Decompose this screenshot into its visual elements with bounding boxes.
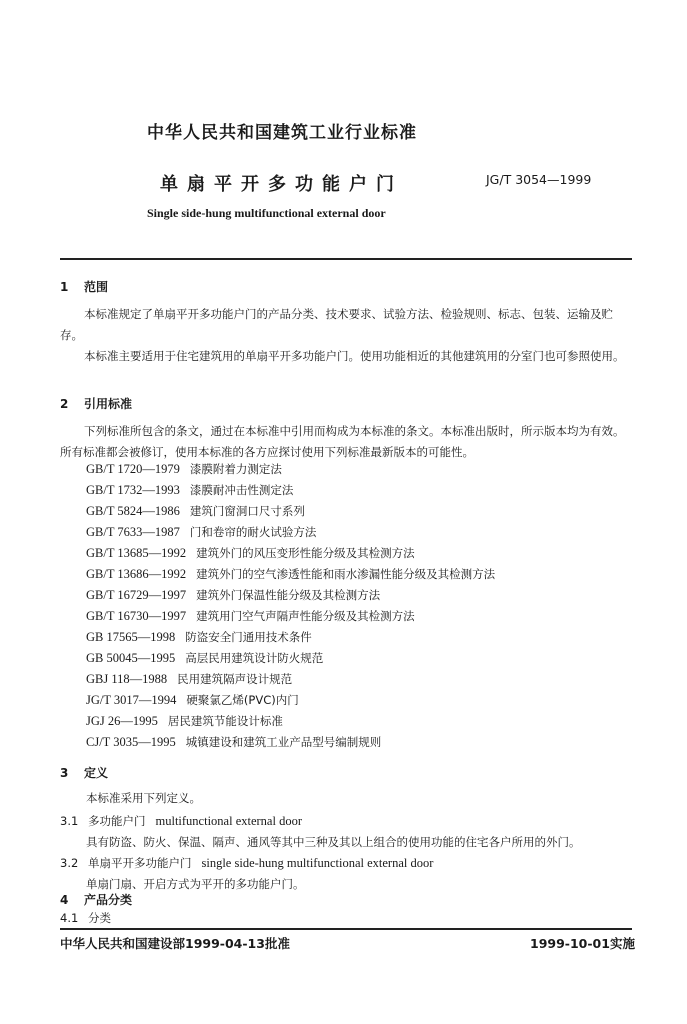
- footer-divider: [60, 928, 632, 930]
- reference-code: JG/T 3017—1994: [86, 693, 177, 707]
- definition-term-en: multifunctional external door: [155, 814, 302, 828]
- document-title: 单扇平开多功能户门: [160, 174, 403, 195]
- section-heading-references: [60, 395, 132, 412]
- standard-code: JG/T 3054—1999: [486, 172, 592, 187]
- reference-code: GBJ 118—1988: [86, 672, 168, 686]
- reference-item: [86, 587, 380, 603]
- section-number: 3: [60, 766, 69, 780]
- reference-title: 防盗安全门通用技术条件: [185, 630, 312, 644]
- reference-item: [86, 713, 283, 729]
- reference-item: [86, 482, 293, 498]
- section-number: 1: [60, 280, 69, 294]
- section-title: 产品分类: [84, 893, 133, 907]
- reference-item: [86, 545, 415, 561]
- section-title: 引用标准: [84, 397, 133, 411]
- reference-title: 居民建筑节能设计标准: [167, 714, 283, 728]
- section-title: 定义: [84, 766, 109, 780]
- reference-title: 漆膜耐冲击性测定法: [189, 483, 294, 497]
- subsection-number: 4.1: [60, 911, 79, 925]
- reference-code: GB/T 1732—1993: [86, 483, 180, 497]
- definitions-intro: 本标准采用下列定义。: [86, 791, 201, 805]
- reference-item: [86, 671, 292, 687]
- subsection-title: 分类: [88, 911, 111, 925]
- section-heading-definitions: [60, 764, 108, 781]
- references-intro: 下列标准所包含的条文，通过在本标准中引用而构成为本标准的条文。本标准出版时，所示版本均为有效。所有标准都会被修订，使用本标准的各方应探讨使用下列标准最新版本的可能性。: [60, 424, 625, 459]
- section-number: 4: [60, 893, 69, 907]
- definition-text: 单扇门扇、开启方式为平开的多功能户门。: [86, 877, 305, 891]
- definition-number: 3.2: [60, 856, 79, 870]
- reference-title: 门和卷帘的耐火试验方法: [189, 525, 317, 539]
- reference-code: GB/T 16730—1997: [86, 609, 187, 623]
- english-title: Single side-hung multifunctional external door: [147, 206, 386, 220]
- reference-item: [86, 734, 381, 750]
- section-number: 2: [60, 397, 69, 411]
- implementation-date: 1999-10-01实施: [530, 936, 635, 951]
- reference-title: 民用建筑隔声设计规范: [177, 672, 293, 686]
- reference-code: GB/T 13685—1992: [86, 546, 187, 560]
- approval-line: 中华人民共和国建设部1999-04-13批准: [60, 936, 290, 951]
- subsection-heading: [60, 910, 111, 926]
- reference-code: JGJ 26—1995: [86, 714, 158, 728]
- issuing-organization: 中华人民共和国建筑工业行业标准: [147, 123, 417, 143]
- reference-code: GB/T 1720—1979: [86, 462, 180, 476]
- reference-title: 建筑外门的空气渗透性能和雨水渗漏性能分级及其检测方法: [196, 567, 496, 581]
- definition-term-en: single side-hung multifunctional external door: [201, 856, 434, 870]
- reference-title: 建筑用门空气声隔声性能分级及其检测方法: [196, 609, 415, 623]
- reference-title: 城镇建设和建筑工业产品型号编制规则: [185, 735, 382, 749]
- reference-item: [86, 566, 495, 582]
- reference-title: 建筑外门保温性能分级及其检测方法: [196, 588, 381, 602]
- definition-number: 3.1: [60, 814, 79, 828]
- reference-title: 建筑外门的风压变形性能分级及其检测方法: [196, 546, 415, 560]
- reference-title: 高层民用建筑设计防火规范: [185, 651, 324, 665]
- definition-text: 具有防盗、防火、保温、隔声、通风等其中三种及其以上组合的使用功能的住宅各户所用的外门。: [86, 835, 581, 849]
- header-divider: [60, 258, 632, 260]
- reference-code: GB/T 7633—1987: [86, 525, 180, 539]
- reference-title: 漆膜附着力测定法: [189, 462, 282, 476]
- reference-item: [86, 692, 299, 708]
- scope-paragraph: 本标准主要适用于住宅建筑用的单扇平开多功能户门。使用功能相近的其他建筑用的分室门也可参照使用。: [84, 349, 625, 363]
- reference-code: GB/T 5824—1986: [86, 504, 180, 518]
- definition-term-cn: 单扇平开多功能户门: [88, 856, 192, 870]
- reference-title: 硬聚氯乙烯(PVC)内门: [186, 693, 299, 707]
- reference-code: CJ/T 3035—1995: [86, 735, 176, 749]
- reference-item: [86, 608, 415, 624]
- scope-paragraph: 本标准规定了单扇平开多功能户门的产品分类、技术要求、试验方法、检验规则、标志、包装、运输及贮存。: [60, 307, 613, 342]
- reference-code: GB/T 13686—1992: [86, 567, 187, 581]
- section-heading-classification: [60, 891, 132, 908]
- reference-item: [86, 461, 282, 477]
- definition-term: [60, 855, 433, 871]
- reference-code: GB 17565—1998: [86, 630, 176, 644]
- definition-term-cn: 多功能户门: [88, 814, 146, 828]
- reference-code: GB 50045—1995: [86, 651, 176, 665]
- reference-item: [86, 503, 305, 519]
- reference-item: [86, 650, 323, 666]
- reference-item: [86, 524, 316, 540]
- definition-term: [60, 813, 302, 829]
- reference-title: 建筑门窗洞口尺寸系列: [189, 504, 305, 518]
- reference-code: GB/T 16729—1997: [86, 588, 187, 602]
- section-title: 范围: [84, 280, 109, 294]
- section-heading-scope: [60, 278, 108, 295]
- reference-item: [86, 629, 312, 645]
